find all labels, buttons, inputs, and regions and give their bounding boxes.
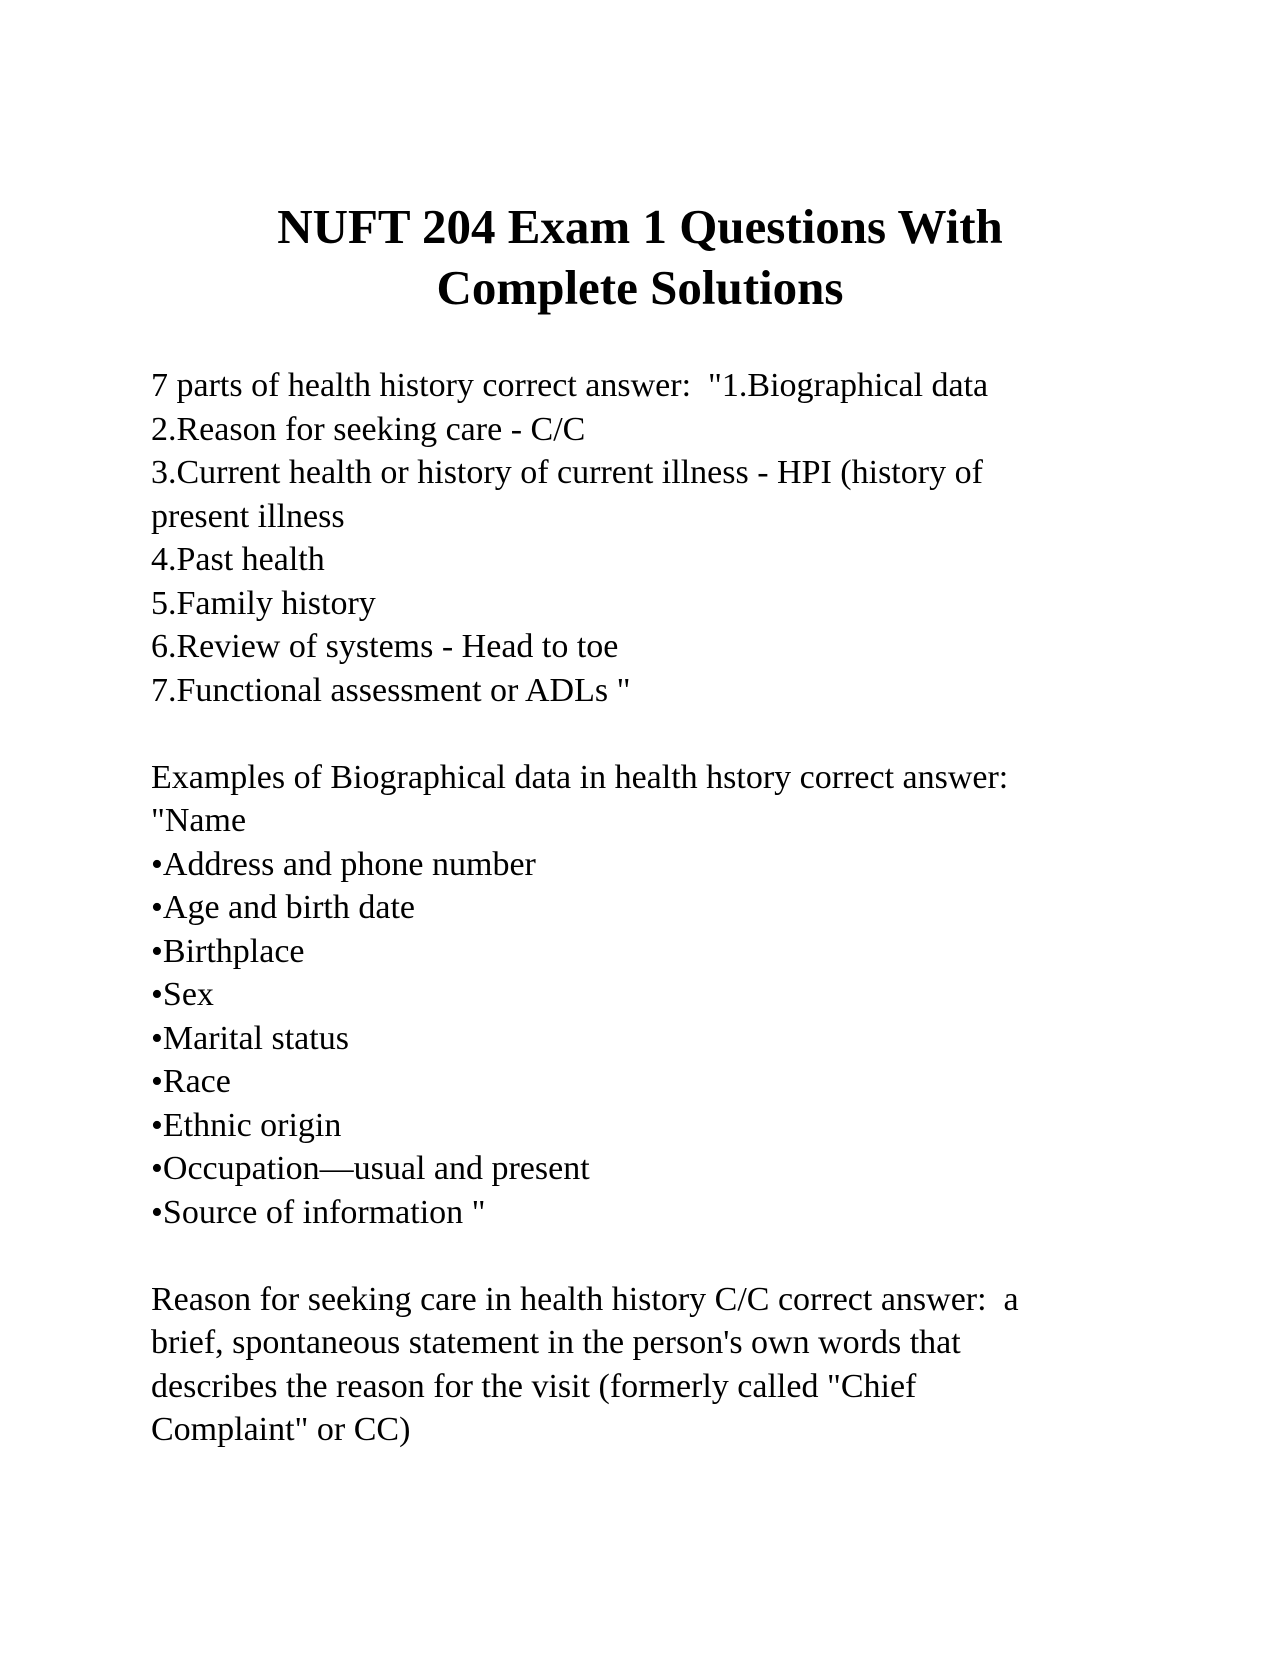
text-line: Complaint" or CC): [151, 1411, 411, 1448]
text-line: •Marital status: [151, 1019, 349, 1057]
question-answer-paragraph: [151, 756, 1151, 1235]
paragraph-gap: [151, 712, 1151, 756]
question-answer-paragraph: [151, 364, 1151, 712]
text-line: •Race: [151, 1063, 231, 1100]
text-line: describes the reason for the visit (formerly called "Chief: [151, 1367, 917, 1405]
text-line: 7 parts of health history correct answer: "1.Biographical data: [151, 367, 989, 404]
text-line: •Address and phone number: [151, 845, 536, 883]
title-line: Complete Solutions: [436, 260, 844, 315]
text-line: 2.Reason for seeking care - C/C: [151, 410, 586, 448]
text-line: 5.Family history: [151, 584, 376, 622]
text-line: Reason for seeking care in health history C/C correct answer: a: [151, 1280, 1019, 1318]
document-body: [151, 364, 1151, 1452]
text-line: •Birthplace: [151, 932, 305, 970]
text-line: •Source of information ": [151, 1193, 486, 1231]
question-answer-paragraph: [151, 1278, 1151, 1452]
text-line: •Ethnic origin: [151, 1106, 342, 1144]
text-line: "Name: [151, 802, 247, 839]
text-line: •Sex: [151, 976, 214, 1013]
text-line: 3.Current health or history of current illness - HPI (history of: [151, 454, 983, 491]
text-line: 4.Past health: [151, 541, 325, 578]
title-line: NUFT 204 Exam 1 Questions With: [277, 199, 1003, 254]
text-line: present illness: [151, 497, 345, 535]
text-line: •Occupation—usual and present: [151, 1150, 590, 1187]
text-line: •Age and birth date: [151, 889, 415, 926]
text-line: brief, spontaneous statement in the person's own words that: [151, 1324, 961, 1361]
text-line: 7.Functional assessment or ADLs ": [151, 671, 631, 709]
document-title: [0, 196, 1280, 318]
paragraph-gap: [151, 1234, 1151, 1278]
text-line: 6.Review of systems - Head to toe: [151, 628, 619, 665]
text-line: Examples of Biographical data in health hstory correct answer:: [151, 758, 1009, 796]
